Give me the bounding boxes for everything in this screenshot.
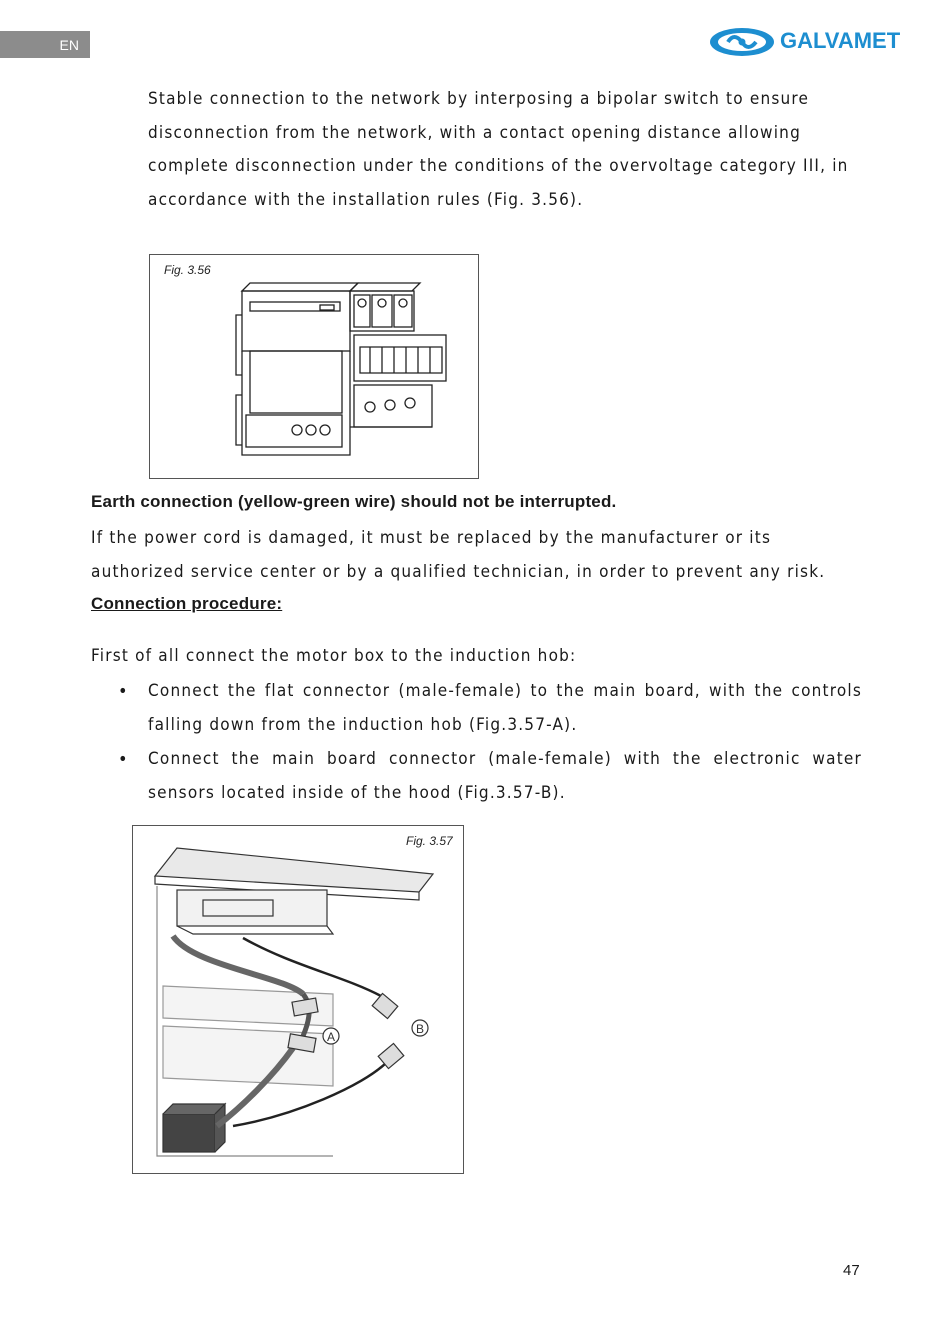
figure-label: Fig. 3.56 — [164, 263, 211, 277]
earth-connection-heading: Earth connection (yellow-green wire) should not be interrupted. — [91, 492, 617, 511]
figure-3-56 — [149, 254, 479, 479]
page-number: 47 — [843, 1262, 860, 1279]
procedure-steps-list — [91, 675, 862, 811]
galvamet-logo — [708, 24, 908, 62]
switch-paragraph: Stable connection to the network by interposing a bipolar switch to ensure disconnection from the network, with a contact opening distance allowing complete disconnection under the conditions of the overvoltage category III, in accordance with the installation rules (Fig. 3.56). — [148, 89, 849, 210]
list-item: • Connect the main board connector (male-female) with the electronic water sensors located inside of the hood (Fig.3.57-B). — [91, 743, 862, 810]
procedure-intro-paragraph: First of all connect the motor box to the induction hob: — [91, 646, 577, 666]
callout-a: A — [326, 1030, 336, 1044]
list-item: • Connect the flat connector (male-female) to the main board, with the controls falling down from the induction hob (Fig.3.57-A). — [91, 675, 862, 742]
language-tab: EN — [0, 31, 90, 58]
bipolar-switch-illustration — [150, 255, 478, 478]
galvamet-logo-icon — [708, 24, 778, 60]
callout-b: B — [415, 1022, 425, 1036]
connection-procedure-heading: Connection procedure: — [91, 594, 283, 613]
motor-box-connection-illustration — [133, 826, 463, 1173]
figure-label: Fig. 3.57 — [406, 834, 453, 848]
brand-name: GALVAMET — [780, 28, 901, 53]
figure-3-57 — [132, 825, 464, 1174]
power-cord-paragraph: If the power cord is damaged, it must be replaced by the manufacturer or its authorized service center or by a qualified technician, in order to prevent any risk. — [91, 528, 826, 582]
